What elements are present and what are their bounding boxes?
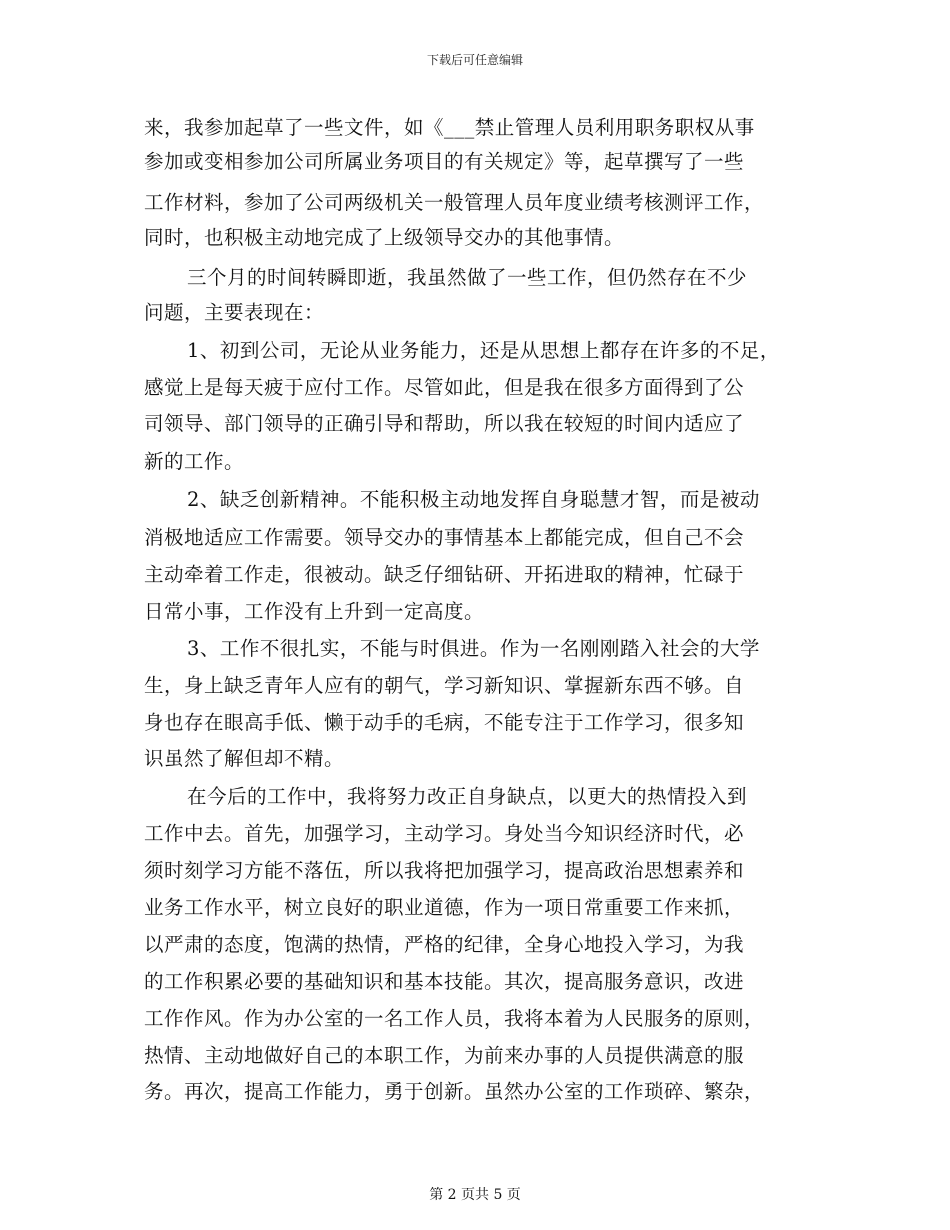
text-line: 日常小事，工作没有上升到一定高度。 bbox=[144, 600, 485, 623]
text-line: 业务工作水平，树立良好的职业道德，作为一项日常重要工作来抓， bbox=[144, 896, 745, 919]
text-line: 参加或变相参加公司所属业务项目的有关规定》等，起草撰写了一些 bbox=[144, 150, 745, 173]
text-line: 消极地适应工作需要。领导交办的事情基本上都能完成，但自己不会 bbox=[144, 526, 745, 549]
paragraph-first-line: 2、缺乏创新精神。不能积极主动地发挥自身聪慧才智，而是被动 bbox=[187, 488, 760, 511]
text-line: 问题，主要表现在： bbox=[144, 301, 325, 324]
text-line: 热情、主动地做好自己的本职工作，为前来办事的人员提供满意的服 bbox=[144, 1044, 745, 1067]
text-line: 识虽然了解但却不精。 bbox=[144, 747, 345, 770]
text-line: 司领导、部门领导的正确引导和帮助，所以我在较短的时间内适应了 bbox=[144, 412, 745, 435]
page-footer: 第 2 页共 5 页 bbox=[429, 1187, 521, 1203]
text-line: 来，我参加起草了一些文件，如《___禁止管理人员利用职务职权从事 bbox=[144, 116, 755, 139]
paragraph-first-line: 三个月的时间转瞬即逝，我虽然做了一些工作，但仍然存在不少 bbox=[187, 266, 748, 289]
text-line: 主动牵着工作走，很被动。缺乏仔细钻研、开拓进取的精神，忙碌于 bbox=[144, 563, 745, 586]
text-line: 感觉上是每天疲于应付工作。尽管如此，但是我在很多方面得到了公 bbox=[144, 376, 745, 399]
text-line: 身也存在眼高手低、懒于动手的毛病，不能专注于工作学习，很多知 bbox=[144, 711, 745, 734]
text-line: 以严肃的态度，饱满的热情，严格的纪律，全身心地投入学习，为我 bbox=[144, 933, 745, 956]
text-line: 新的工作。 bbox=[144, 450, 245, 473]
paragraph-first-line: 1、初到公司，无论从业务能力，还是从思想上都存在许多的不足， bbox=[187, 339, 780, 362]
text-line: 同时，也积极主动地完成了上级领导交办的其他事情。 bbox=[144, 226, 625, 249]
page-header: 下载后可任意编辑 bbox=[426, 53, 523, 67]
text-line: 工作中去。首先，加强学习，主动学习。身处当今知识经济时代，必 bbox=[144, 822, 745, 845]
paragraph-first-line: 3、工作不很扎实，不能与时俱进。作为一名刚刚踏入社会的大学 bbox=[187, 637, 760, 660]
text-line: 工作材料，参加了公司两级机关一般管理人员年度业绩考核测评工作， bbox=[144, 191, 765, 214]
text-line: 须时刻学习方能不落伍，所以我将把加强学习，提高政治思想素养和 bbox=[144, 859, 745, 882]
text-line: 工作作风。作为办公室的一名工作人员，我将本着为人民服务的原则， bbox=[144, 1007, 765, 1030]
paragraph-first-line: 在今后的工作中，我将努力改正自身缺点，以更大的热情投入到 bbox=[187, 785, 748, 808]
text-line: 的工作积累必要的基础知识和基本技能。其次，提高服务意识，改进 bbox=[144, 970, 745, 993]
text-line: 生，身上缺乏青年人应有的朝气，学习新知识、掌握新东西不够。自 bbox=[144, 674, 745, 697]
text-line: 务。再次，提高工作能力，勇于创新。虽然办公室的工作琐碎、繁杂， bbox=[144, 1080, 765, 1103]
